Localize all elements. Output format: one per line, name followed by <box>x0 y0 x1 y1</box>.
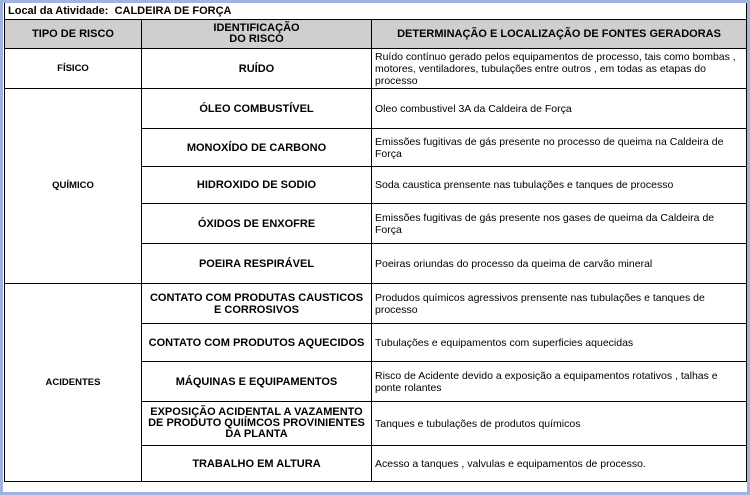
activity-location-label: Local da Atividade: <box>8 5 109 17</box>
risk-source: Oleo combustivel 3A da Caldeira de Força <box>372 89 747 129</box>
activity-location-value: CALDEIRA DE FORÇA <box>114 5 232 17</box>
activity-location-row <box>5 3 747 20</box>
risk-name: CONTATO COM PRODUTOS AQUECIDOS <box>142 324 372 362</box>
risk-name: MONOXÍDO DE CARBONO <box>142 129 372 167</box>
risk-name: RUÍDO <box>142 49 372 89</box>
risk-source: Produdos químicos agressivos prensente nas tubulações e tanques de processo <box>372 284 747 324</box>
risk-source: Poeiras oriundas do processo da queima de carvão mineral <box>372 244 747 284</box>
risk-name: ÓXIDOS DE ENXOFRE <box>142 204 372 244</box>
risk-table <box>4 3 747 482</box>
risk-name: MÁQUINAS E EQUIPAMENTOS <box>142 362 372 402</box>
header-determinacao: DETERMINAÇÃO E LOCALIZAÇÃO DE FONTES GERADORAS <box>372 20 747 49</box>
risk-name: ÓLEO COMBUSTÍVEL <box>142 89 372 129</box>
risk-source: Emissões fugitivas de gás presente nos gases de queima da Caldeira de Força <box>372 204 747 244</box>
risk-source: Risco de Acidente devido a exposição a equipamentos rotativos , talhas e ponte rolantes <box>372 362 747 402</box>
activity-location <box>5 3 747 20</box>
category-fisico: FÍSICO <box>5 49 142 89</box>
header-tipo-de-risco: TIPO DE RISCO <box>5 20 142 49</box>
risk-name: TRABALHO EM ALTURA <box>142 446 372 482</box>
risk-name: HIDROXIDO DE SODIO <box>142 167 372 204</box>
risk-source: Soda caustica prensente nas tubulações e tanques de processo <box>372 167 747 204</box>
risk-name: EXPOSIÇÃO ACIDENTAL A VAZAMENTO DE PRODUTO QUIÍMCOS PROVINIENTES DA PLANTA <box>142 402 372 446</box>
header-identificacao: IDENTIFICAÇÃO DO RISCO <box>142 20 372 49</box>
risk-source: Tanques e tubulações de produtos químicos <box>372 402 747 446</box>
table-row <box>5 284 747 324</box>
risk-source: Acesso a tanques , valvulas e equipamentos de processo. <box>372 446 747 482</box>
risk-source: Emissões fugitivas de gás presente no processo de queima na Caldeira de Força <box>372 129 747 167</box>
category-quimico: QUÍMICO <box>5 89 142 284</box>
category-acidentes: ACIDENTES <box>5 284 142 482</box>
risk-source: Ruído contínuo gerado pelos equipamentos de processo, tais como bombas , motores, ventiladores, tubulações entre outros , em todas as etapas do processo <box>372 49 747 89</box>
table-header-row <box>5 20 747 49</box>
table-row <box>5 89 747 129</box>
table-row <box>5 49 747 89</box>
risk-name: CONTATO COM PRODUTAS CAUSTICOS E CORROSIVOS <box>142 284 372 324</box>
risk-source: Tubulações e equipamentos com superficies aquecidas <box>372 324 747 362</box>
risk-name: POEIRA RESPIRÁVEL <box>142 244 372 284</box>
